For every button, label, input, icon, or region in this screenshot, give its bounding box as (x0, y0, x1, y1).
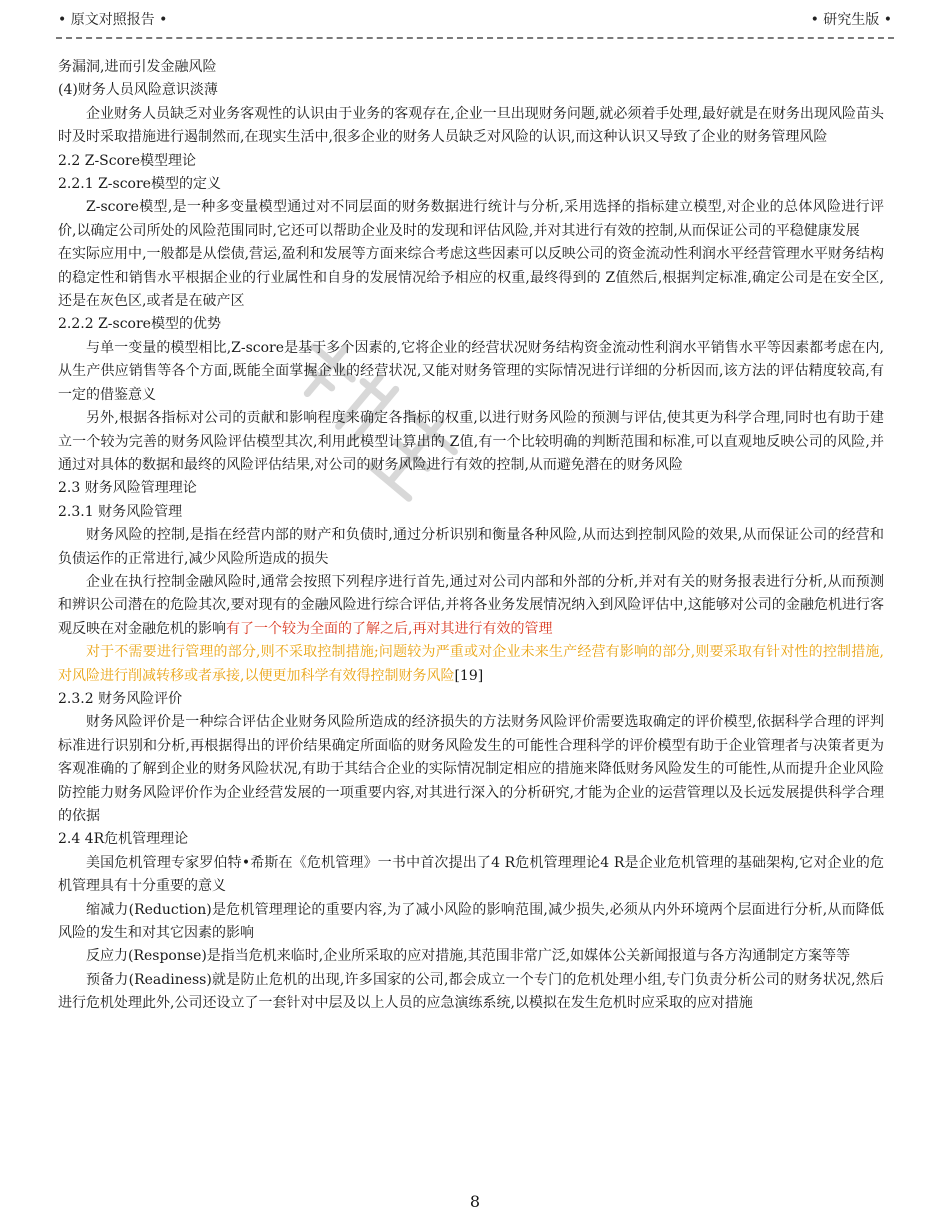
section-heading: 2.3 财务风险管理理论 (58, 480, 197, 497)
paragraph-with-highlight (58, 571, 884, 641)
paragraph: 与单一变量的模型相比,Z-score是基于多个因素的,它将企业的经营状况财务结构资金流动性利润水平销售水平等因素都考虑在内,从生产供应销售等各个方面,既能全面掌握企业的经营状况,又能对财务管理的实际情况进行详细的分析因而,该方法的评估精度较高,有一定的借鉴意义 (58, 339, 884, 403)
report-body (58, 56, 884, 1016)
list-heading: (4)财务人员风险意识淡薄 (58, 82, 218, 99)
section-heading: 2.4 4R危机管理理论 (58, 831, 189, 848)
orange-highlight-text: 对于不需要进行管理的部分,则不采取控制措施;问题较为严重或对企业未来生产经营有影响的部分,则要采取有针对性的控制措施,对风险进行削减转移或者承接,以便更加科学有效得控制财务风险 (58, 644, 884, 684)
paragraph: 财务风险的控制,是指在经营内部的财产和负债时,通过分析识别和衡量各种风险,从而达到控制风险的效果,从而保证公司的经营和负债运作的正常进行,减少风险所造成的损失 (58, 527, 884, 567)
page-number: 8 (469, 1192, 481, 1211)
paragraph: 缩减力(Reduction)是危机管理理论的重要内容,为了减小风险的影响范围,减少损失,必须从内外环境两个层面进行分析,从而降低风险的发生和对其它因素的影响 (58, 901, 884, 942)
subsection-heading: 2.2.2 Z-score模型的优势 (58, 316, 221, 333)
section-heading: 2.2 Z-Score模型理论 (58, 152, 197, 169)
paragraph: 务漏洞,进而引发金融风险 (58, 59, 217, 75)
subsection-heading: 2.3.2 财务风险评价 (58, 690, 183, 707)
paragraph: 预备力(Readiness)就是防止危机的出现,许多国家的公司,都会成立一个专门的危机处理小组,专门负责分析公司的财务状况,然后进行危机处理此外,公司还设立了一套针对中层及以上人员的应急演练系统,以模拟在发生危机时应采取的应对措施 (58, 971, 884, 1012)
paragraph: 在实际应用中,一般都是从偿债,营运,盈利和发展等方面来综合考虑这些因素可以反映公司的资金流动性利润水平经营管理水平财务结构的稳定性和销售水平根据企业的行业属性和自身的发展情况给予相应的权重,最终得到的 Z值然后,根据判定标准,确定公司是在安全区,还是在灰色区,或者是在破产区 (58, 246, 884, 310)
subsection-heading: 2.2.1 Z-score模型的定义 (58, 176, 221, 193)
header-edition-label: • 研究生版 • (810, 12, 892, 28)
citation-reference: [19] (454, 667, 484, 684)
paragraph: Z-score模型,是一种多变量模型通过对不同层面的财务数据进行统计与分析,采用选择的指标建立模型,对企业的总体风险进行评价,以确定公司所处的风险范围同时,它还可以帮助企业及时的发现和评估风险,并对其进行有效的控制,从而保证公司的平稳健康发展 (58, 199, 884, 239)
paragraph-with-highlight (58, 641, 884, 688)
header-report-title: • 原文对照报告 • (58, 12, 168, 28)
paragraph: 企业财务人员缺乏对业务客观性的认识由于业务的客观存在,企业一旦出现财务问题,就必须着手处理,最好就是在财务出现风险苗头时及时采取措施进行遏制然而,在现实生活中,很多企业的财务人员缺乏对风险的认识,而这种认识又导致了企业的财务管理风险 (58, 105, 884, 146)
red-highlight-text: 有了一个较为全面的了解之后,再对其进行有效的管理 (226, 620, 553, 637)
paragraph: 另外,根据各指标对公司的贡献和影响程度来确定各指标的权重,以进行财务风险的预测与评估,使其更为科学合理,同时也有助于建立一个较为完善的财务风险评估模型其次,利用此模型计算出的 Z值,有一个比较明确的判断范围和标准,可以直观地反映公司的风险,并通过对具体的数据和最终的风险评估结果,对公司的财务风险进行有效的控制,从而避免潜在的财务风险 (58, 410, 884, 473)
header-divider (56, 37, 894, 39)
paragraph: 财务风险评价是一种综合评估企业财务风险所造成的经济损失的方法财务风险评价需要选取确定的评价模型,依据科学合理的评判标准进行识别和分析,再根据得出的评价结果确定所面临的财务风险发生的可能性合理科学的评价模型有助于企业管理者与决策者更为客观准确的了解到企业的财务风险状况,有助于其结合企业的实际情况制定相应的措施来降低财务风险发生的可能性,从而提升企业风险防控能力财务风险评价作为企业经营发展的一项重要内容,对其进行深入的分析研究,才能为企业的运营管理以及长远发展提供科学合理的依据 (58, 714, 884, 824)
paragraph: 反应力(Response)是指当危机来临时,企业所采取的应对措施,其范围非常广泛,如媒体公关新闻报道与各方沟通制定方案等等 (86, 948, 851, 965)
page-header (58, 9, 892, 31)
subsection-heading: 2.3.1 财务风险管理 (58, 503, 183, 520)
plain-text: 企业在执行控制金融风险时,通常会按照下列程序进行首先,通过对公司内部和外部的分析,并对有关的财务报表进行分析,从而预测和辨识公司潜在的危险其次,要对现有的金融风险进行综合评估,并将各业务发展情况纳入到风险评估中,这能够对公司的金融危机进行客观反映在对金融危机的影响 (58, 573, 884, 637)
paragraph: 美国危机管理专家罗伯特•希斯在《危机管理》一书中首次提出了4 R危机管理理论4 R是企业危机管理的基础架构,它对企业的危机管理具有十分重要的意义 (58, 854, 884, 895)
